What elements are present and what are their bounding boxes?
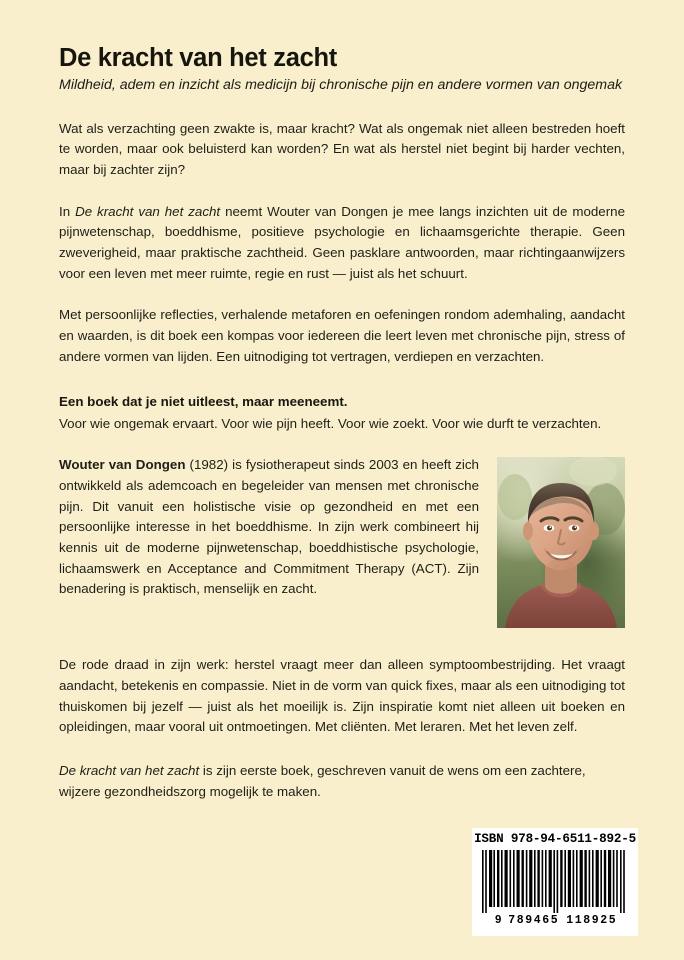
- text-run: (1982) is fysiotherapeut sinds 2003 en heeft zich ontwikkeld als ademcoach en begeleider van mensen met chronische pijn. Dit vanuit een holistische visie op gezondheid en met een persoonlijke interesse in het boeddhisme. In zijn werk combineert hij kennis uit de moderne pijnwetenschap, boeddhistische psychologie, lichaamswerk en Acceptance and Commitment Therapy (ACT). Zijn benadering is praktisch, menselijk en zacht.: [59, 457, 479, 597]
- book-title-inline-closing: De kracht van het zacht: [59, 762, 200, 778]
- cover-content: [59, 44, 625, 802]
- paragraph-red-thread: De rode draad in zijn werk: herstel vraagt meer dan alleen symptoombestrijding. Het vraagt aandacht, betekenis en compassie. Niet in de vorm van quick fixes, maar als een uitnodiging tot thuiskomen bij jezelf — juist als het moeilijk is. Zijn inspiratie komt niet alleen uit boeken en opleidingen, maar vooral uit ontmoetingen. Met cliënten. Met leraren. Met het leven zelf.: [59, 657, 625, 735]
- text-run: neemt Wouter van Dongen je mee langs inzichten uit de moderne pijnwetenschap, boeddhisme, positieve psychologie en lichaamsgerichte therapie. Geen zweverigheid, maar praktische zachtheid. Geen pasklare antwoorden, maar richtingaanwijzers voor een leven met meer ruimte, regie en rust — juist als het schuurt.: [59, 203, 625, 281]
- barcode-bars-graphic: [480, 850, 630, 913]
- paragraph-closing: [59, 761, 625, 802]
- text-run: is zijn eerste boek, geschreven vanuit de wens om een zachtere, wijzere gezondheidszorg mogelijk te maken.: [59, 762, 586, 799]
- author-section: [59, 455, 625, 635]
- book-title: De kracht van het zacht: [59, 44, 337, 72]
- isbn-barcode: [472, 828, 638, 936]
- barcode-digit-group-1: 789465: [508, 913, 560, 927]
- isbn-number-label: ISBN 978-94-6511-892-5: [474, 832, 636, 846]
- text-run: In: [59, 203, 76, 219]
- paragraph-book-description: [59, 202, 625, 285]
- paragraph-intro: Wat als verzachting geen zwakte is, maar kracht? Wat als ongemak niet alleen bestreden hoeft te worden, maar ook beluisterd kan worden? En wat als herstel niet begint bij harder vechten, maar bij zachter zijn?: [59, 120, 625, 178]
- barcode-digit-row: [472, 914, 638, 927]
- callout-heading: Een boek dat je niet uitleest, maar meeneemt.: [59, 393, 348, 409]
- book-title-inline: De kracht van het zacht: [75, 203, 221, 219]
- book-subtitle: Mildheid, adem en inzicht als medicijn bij chronische pijn en andere vormen van ongemak: [59, 77, 623, 94]
- paragraph-reflections: Met persoonlijke reflecties, verhalende metaforen en oefeningen rondom ademhaling, aandacht en waarden, is dit boek een kompas voor iedereen die leert leven met chronische pijn, stress of andere vormen van lijden. Een uitnodiging tot vertragen, verdiepen en verzachten.: [59, 307, 625, 364]
- barcode-digit-left: 9: [494, 913, 504, 927]
- author-portrait-photo: [497, 457, 625, 628]
- author-name: Wouter van Dongen: [59, 457, 186, 473]
- callout-body: Voor wie ongemak ervaart. Voor wie pijn heeft. Voor wie zoekt. Voor wie durft te verzachten.: [59, 415, 602, 431]
- barcode-digit-group-2: 118925: [566, 913, 618, 927]
